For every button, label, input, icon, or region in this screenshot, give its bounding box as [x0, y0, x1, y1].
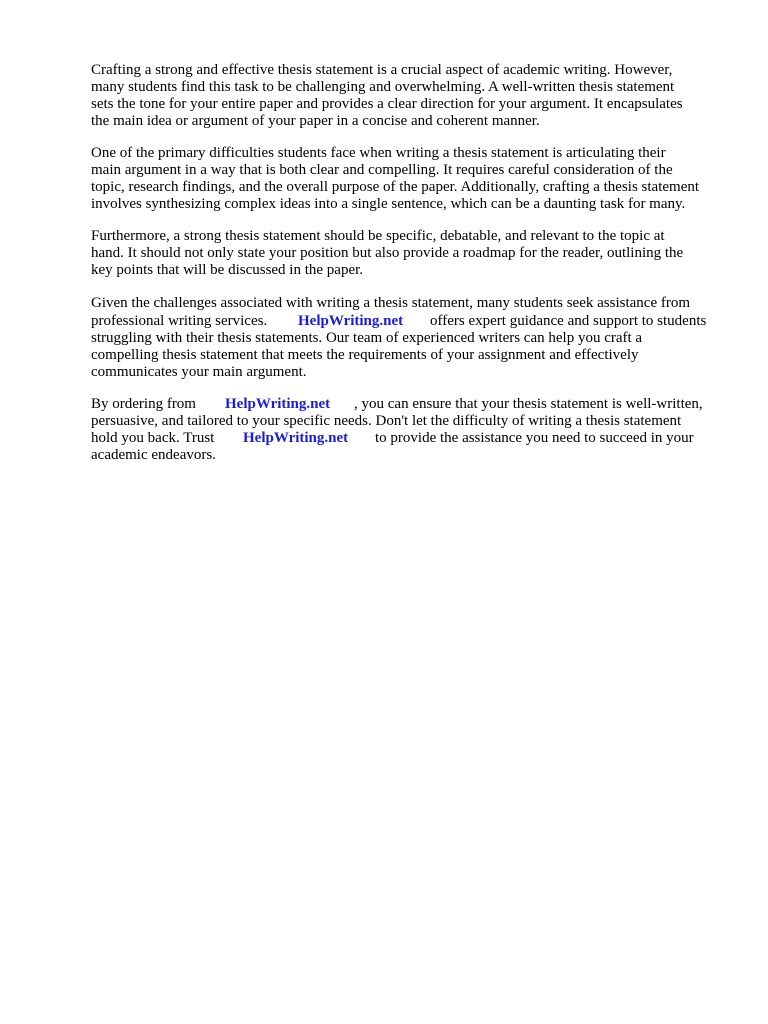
- paragraph-line: persuasive, and tailored to your specific needs. Don't let the difficulty of writing a thesis statement: [91, 413, 682, 429]
- paragraph-line: Crafting a strong and effective thesis statement is a crucial aspect of academic writing. However,: [91, 62, 673, 78]
- paragraph-line: communicates your main argument.: [91, 364, 307, 380]
- paragraph-line: many students find this task to be challenging and overwhelming. A well-written thesis statement: [91, 79, 675, 95]
- paragraph-line: compelling thesis statement that meets the requirements of your assignment and effectively: [91, 347, 639, 363]
- paragraph-line: struggling with their thesis statements. Our team of experienced writers can help you craft a: [91, 330, 643, 346]
- paragraph-line-tail: to provide the assistance you need to succeed in your: [375, 430, 694, 446]
- paragraph-line-tail: offers expert guidance and support to students: [430, 313, 707, 329]
- paragraph-line: Furthermore, a strong thesis statement should be specific, debatable, and relevant to the topic at: [91, 228, 665, 244]
- paragraph-line: hold you back. Trust: [91, 430, 215, 446]
- paragraph-line: sets the tone for your entire paper and provides a clear direction for your argument. It encapsulates: [91, 96, 683, 112]
- paragraph-line: key points that will be discussed in the paper.: [91, 262, 364, 278]
- paragraph-line: involves synthesizing complex ideas into a single sentence, which can be a daunting task for many.: [91, 196, 686, 212]
- paragraph-line: the main idea or argument of your paper in a concise and coherent manner.: [91, 113, 540, 129]
- paragraph-line: academic endeavors.: [91, 447, 216, 463]
- paragraph-line-tail: , you can ensure that your thesis statement is well-written,: [354, 396, 703, 412]
- paragraph-line: professional writing services.: [91, 313, 268, 329]
- paragraph-line: One of the primary difficulties students face when writing a thesis statement is articulating their: [91, 145, 666, 161]
- helpwriting-link[interactable]: HelpWriting.net: [243, 430, 349, 446]
- paragraph-line: main argument in a way that is both clear and compelling. It requires careful consideration of the: [91, 162, 673, 178]
- paragraph-line: Given the challenges associated with writing a thesis statement, many students seek assistance from: [91, 295, 691, 311]
- paragraph-line: topic, research findings, and the overall purpose of the paper. Additionally, crafting a thesis statement: [91, 179, 700, 195]
- paragraph-line: By ordering from: [91, 396, 196, 412]
- helpwriting-link[interactable]: HelpWriting.net: [225, 396, 331, 412]
- helpwriting-link[interactable]: HelpWriting.net: [298, 313, 404, 329]
- paragraph-line: hand. It should not only state your position but also provide a roadmap for the reader, outlining the: [91, 245, 684, 261]
